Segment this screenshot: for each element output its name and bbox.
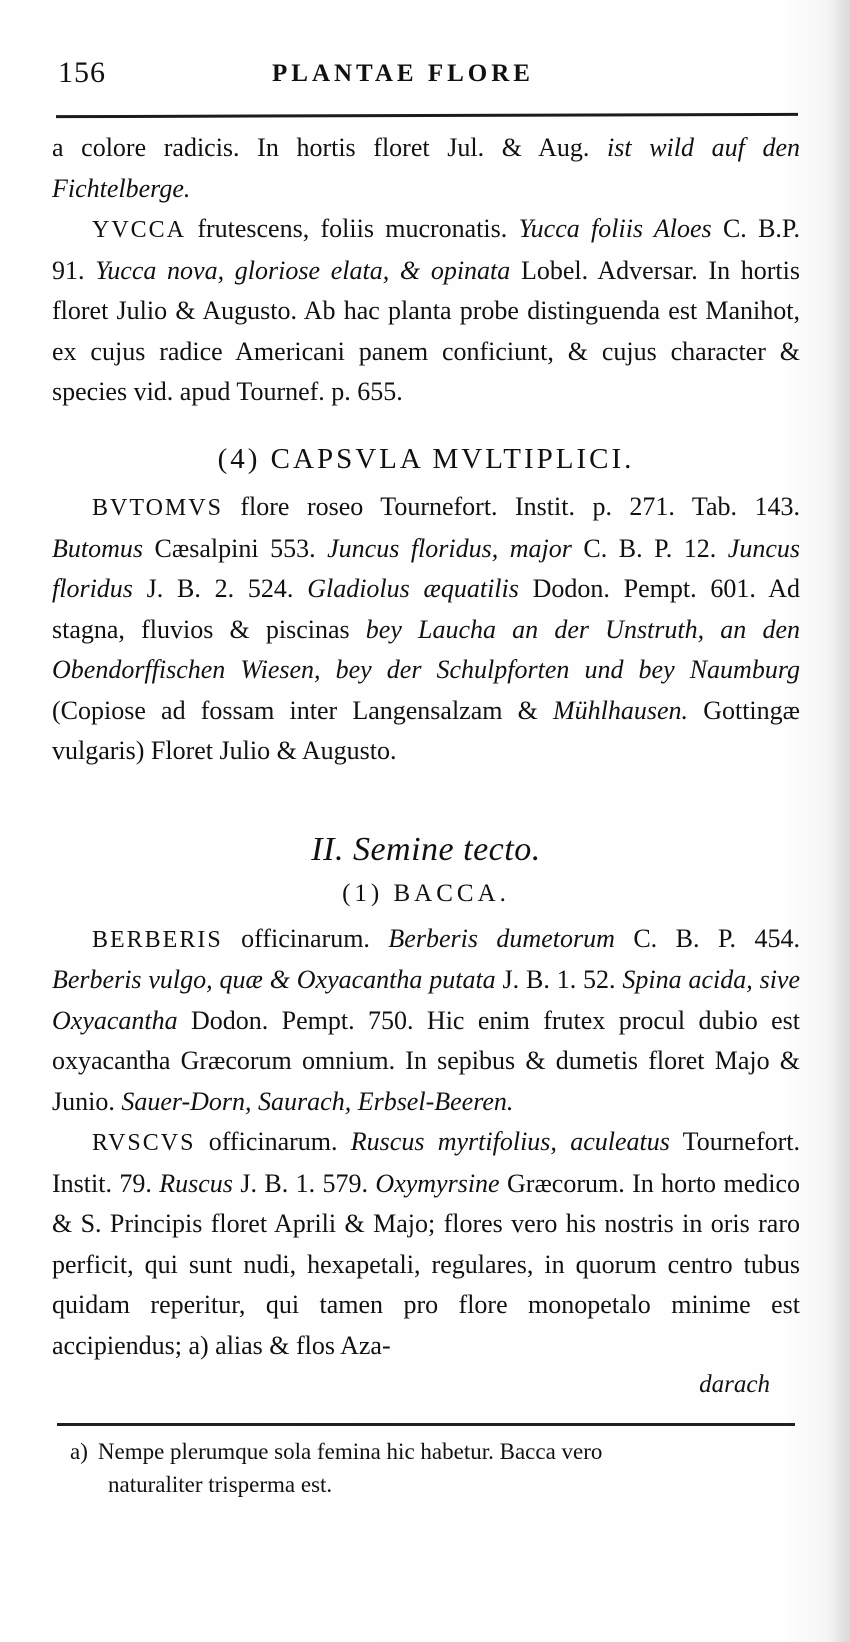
page-number: 156	[58, 56, 106, 89]
text-run: Gottingæ vulgaris) Floret Julio & Augusto.	[52, 695, 800, 765]
running-title: PLANTAE FLORE	[272, 60, 534, 87]
paragraph-butomus	[52, 487, 800, 772]
text-run: Dodon. Pempt. 601. Ad stagna, fluvios & piscinas	[52, 574, 800, 644]
footnote-label: a)	[70, 1439, 88, 1464]
italic-run: ist wild auf den Fichtelberge.	[52, 133, 800, 203]
text-run: C. B.P. 91.	[52, 214, 800, 285]
section-title-bacca: (1) BACCA.	[342, 880, 510, 907]
text-run: J. B. 1. 579.	[232, 1168, 376, 1198]
text-run: C. B. P. 454.	[614, 923, 800, 953]
italic-run: Yucca foliis Aloes	[518, 214, 712, 243]
text-run: frutescens, foliis mucronatis.	[186, 214, 519, 243]
italic-run: Ruscus myrtifolius, aculeatus	[350, 1127, 670, 1156]
header-rule	[56, 113, 798, 118]
text-run: Cæsalpini 553.	[143, 533, 328, 563]
italic-run: Ruscus	[159, 1168, 233, 1198]
paragraph-yucca	[52, 209, 800, 413]
italic-run: Spina acida, sive Oxyacantha	[52, 965, 800, 1035]
text-run: Dodon. Pempt. 750. Hic enim frutex procul dubio est oxyacantha Græcorum omnium. In sepibus & dumetis floret Majo & Junio.	[52, 1005, 800, 1116]
section-title-semine: II. Semine tecto.	[311, 830, 541, 868]
footnote-text-continued: naturaliter trisperma est.	[108, 1472, 333, 1497]
section-title-capsula: (4) CAPSVLA MVLTIPLICI.	[217, 442, 635, 475]
text-run: C. B. P. 12.	[571, 533, 728, 563]
text-run: J. B. 1. 52.	[495, 965, 623, 994]
text-run: Tournefort. Instit. 79.	[52, 1127, 800, 1198]
text-run: Græcorum. In horto medico & S. Principis floret Aprili & Majo; flores vero his nostris in oris raro perficit, qui sunt nudi, hexapetali, regulares, in quorum centro tubus quidam reperitur, qui tamen pro flore monopetalo minime est accipiendus; a) alias & flos Aza-	[52, 1168, 800, 1360]
main-text	[52, 128, 800, 1366]
italic-run: Juncus floridus, major	[327, 533, 572, 563]
footnote-text: Nempe plerumque sola femina hic habetur. Bacca vero	[97, 1439, 603, 1464]
italic-run: Mühlhausen.	[553, 695, 689, 725]
genus-name: YVCCA	[92, 217, 187, 243]
italic-run: Butomus	[52, 533, 143, 563]
italic-run: Berberis dumetorum	[388, 923, 615, 953]
genus-name: BERBERIS	[92, 926, 223, 953]
text-run: Lobel. Adversar. In hortis floret Julio & Augusto. Ab hac planta probe distinguenda est Manihot, ex cujus radice Americani panem conficiunt, & cujus character & species vid. apud Tournef. p. 655.	[52, 255, 801, 406]
paragraph-ruscus	[52, 1122, 800, 1366]
genus-name: RVSCVS	[92, 1130, 196, 1156]
text-run: flore roseo Tournefort. Instit. p. 271. Tab. 143.	[222, 492, 800, 521]
text-run: officinarum.	[222, 923, 389, 953]
italic-run: Oxymyrsine	[375, 1168, 500, 1198]
italic-run: Sauer-Dorn, Saurach, Erbsel-Beeren.	[121, 1086, 514, 1116]
italic-run: Gladiolus æquatilis	[307, 574, 519, 603]
italic-run: Yucca nova, gloriose elata, & opinata	[95, 255, 511, 285]
page-edge-shadow	[830, 0, 850, 1642]
genus-name: BVTOMVS	[92, 495, 223, 521]
text-run: (Copiose ad fossam inter Langensalzam &	[52, 695, 553, 725]
paragraph-continuation	[52, 128, 800, 209]
italic-run: bey Laucha an der Unstruth, an den Obendorffischen Wiesen, bey der Schulpforten und bey Naumburg	[52, 614, 800, 684]
catchword: darach	[699, 1371, 770, 1398]
paragraph-berberis	[52, 919, 800, 1123]
text-run: J. B. 2. 524.	[132, 574, 308, 603]
footnote	[70, 1434, 780, 1502]
text-run: a colore radicis. In hortis floret Jul. & Aug.	[52, 133, 607, 162]
footnote-rule	[57, 1423, 795, 1426]
page-header	[0, 54, 850, 98]
italic-run: Juncus floridus	[52, 533, 800, 603]
text-run: officinarum.	[195, 1127, 351, 1156]
italic-run: Berberis vulgo, quæ & Oxyacantha putata	[52, 965, 496, 994]
